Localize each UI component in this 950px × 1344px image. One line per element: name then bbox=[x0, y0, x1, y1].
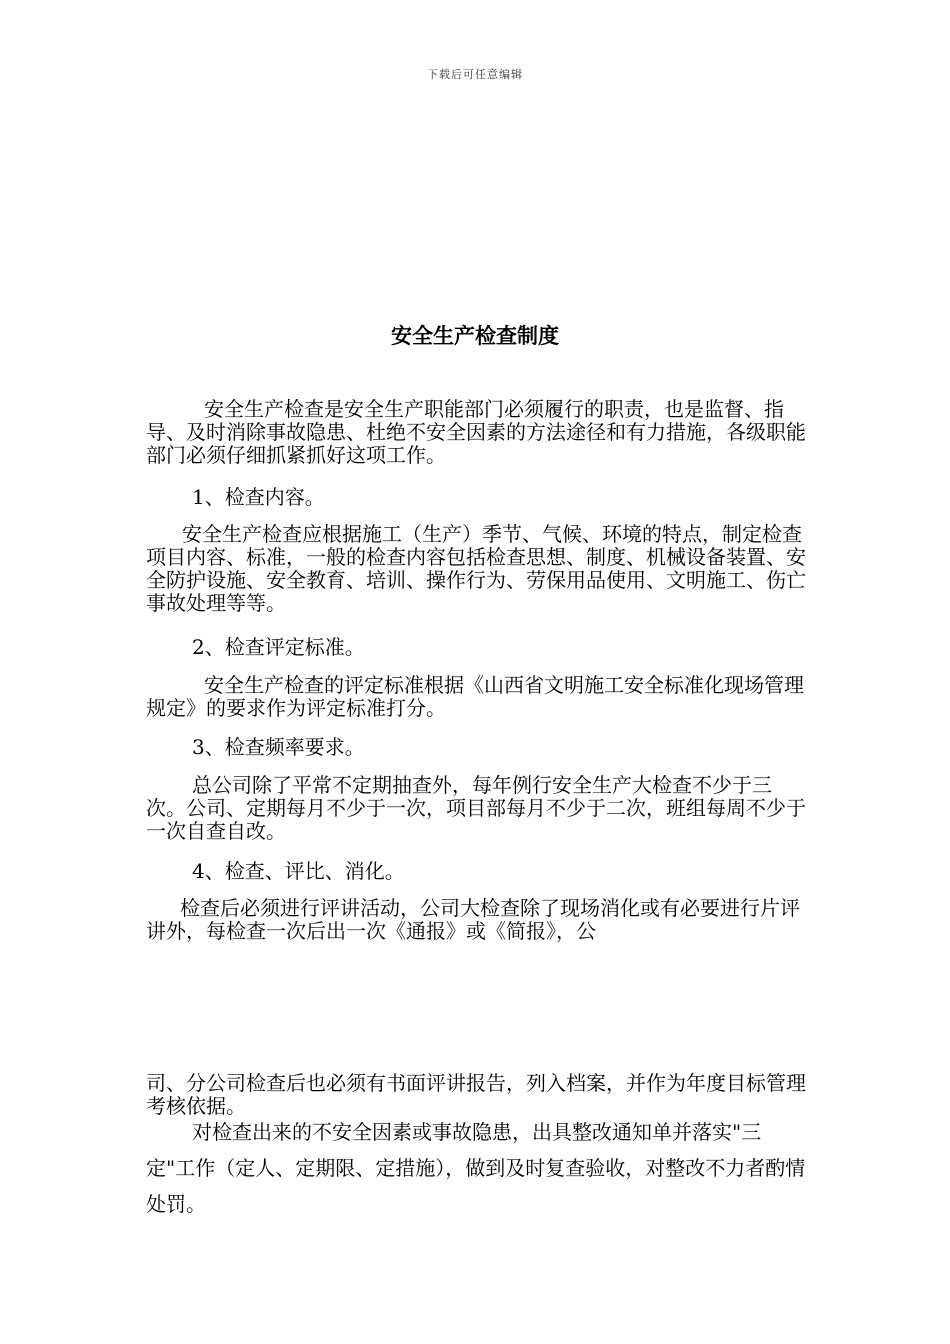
section-1-heading: 1、检查内容。 bbox=[192, 485, 325, 509]
final-paragraph: 对检查出来的不安全因素或事故隐患，出具整改通知单并落实"三定"工作（定人、定期限、定措施），做到及时复查验收，对整改不力者酌情处罚。 bbox=[146, 1120, 806, 1216]
section-2-heading: 2、检查评定标准。 bbox=[192, 635, 365, 659]
continuation-paragraph: 司、分公司检查后也必须有书面评讲报告，列入档案，并作为年度目标管理考核依据。 bbox=[146, 1071, 806, 1118]
document-title: 安全生产检查制度 bbox=[391, 324, 559, 348]
intro-paragraph: 安全生产检查是安全生产职能部门必须履行的职责，也是监督、指导、及时消除事故隐患、杜绝不安全因素的方法途径和有力措施，各级职能部门必须仔细抓紧抓好这项工作。 bbox=[146, 397, 806, 467]
section-4-heading: 4、检查、评比、消化。 bbox=[192, 859, 405, 883]
section-2-text: 安全生产检查的评定标准根据《山西省文明施工安全标准化现场管理规定》的要求作为评定标准打分。 bbox=[146, 673, 804, 720]
header-note: 下载后可任意编辑 bbox=[427, 68, 523, 81]
section-1-text: 安全生产检查应根据施工（生产）季节、气候、环境的特点，制定检查项目内容、标准，一般的检查内容包括检查思想、制度、机械设备装置、安全防护设施、安全教育、培训、操作行为、劳保用品使用、文明施工、伤亡事故处理等等。 bbox=[146, 522, 806, 615]
section-3-heading: 3、检查频率要求。 bbox=[192, 735, 365, 759]
section-4-text: 检查后必须进行评讲活动，公司大检查除了现场消化或有必要进行片评讲外，每检查一次后出一次《通报》或《简报》，公 bbox=[146, 896, 800, 943]
section-3-text: 总公司除了平常不定期抽查外，每年例行安全生产大检查不少于三次。公司、定期每月不少于一次，项目部每月不少于二次，班组每周不少于一次自查自改。 bbox=[146, 773, 806, 843]
